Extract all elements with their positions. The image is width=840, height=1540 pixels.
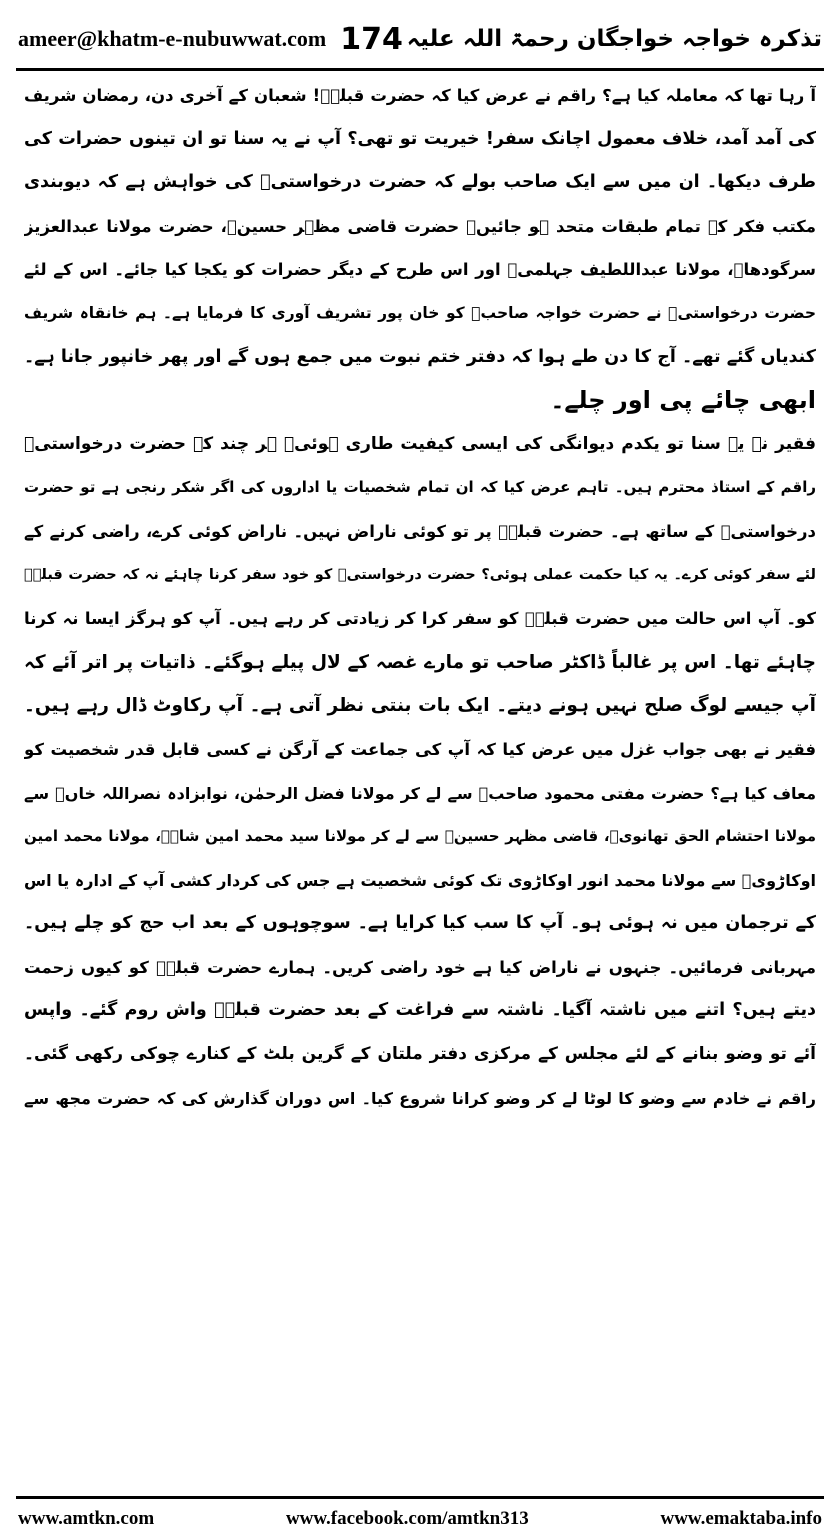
text-line: ابھی چائے پی اور چلے۔ <box>550 386 816 415</box>
page-number: 174 <box>340 21 403 57</box>
footer-link-facebook[interactable]: www.facebook.com/amtkn313 <box>285 1508 529 1529</box>
text-line: چاہئے تھا۔ اس پر غالباً ڈاکٹر صاحب تو مارے غصہ کے لال پیلے ہوگئے۔ ذاتیات پر اتر آئے کہ <box>24 651 816 673</box>
text-line: مکتب فکر کے تمام طبقات متحد ہو جائیں۔ حضرت قاضی مظہر حسینؒ، حضرت مولانا عبدالعزیز <box>24 216 816 236</box>
text-line: کندیاں گئے تھے۔ آج کا دن طے ہوا کہ دفتر ختم نبوت میں جمع ہوں گے اور پھر خانپور جانا ہے۔ <box>24 346 816 367</box>
book-title: تذکرہ خواجہ خواجگان رحمۃ اللہ علیہ <box>406 26 822 52</box>
text-line: اوکاڑویؒ سے مولانا محمد انور اوکاڑوی تک کوئی شخصیت ہے جس کی کردار کشی آپ کے ادارہ یا اس <box>24 870 816 890</box>
page-body <box>24 74 816 1488</box>
text-line: مہربانی فرمائیں۔ جنہوں نے ناراض کیا ہے خود راضی کریں۔ ہمارے حضرت قبلہؒ کو کیوں زحمت <box>24 957 816 977</box>
text-line: درخواستیؒ کے ساتھ ہے۔ حضرت قبلہؒ پر تو کوئی ناراض نہیں۔ ناراض کوئی کرے، راضی کرنے کے <box>24 521 816 541</box>
text-line: فقیر نے بھی جواب غزل میں عرض کیا کہ آپ کی جماعت کے آرگن نے کسی قابل قدر شخصیت کو <box>24 739 816 759</box>
text-line: آپ جیسے لوگ صلح نہیں ہونے دیتے۔ ایک بات بنتی نظر آتی ہے۔ آپ رکاوٹ ڈال رہے ہیں۔ <box>24 695 816 717</box>
header-left <box>18 22 403 57</box>
text-line: کی آمد آمد، خلاف معمول اچانک سفر! خیریت تو تھی؟ آپ نے یہ سنا تو ان تینوں حضرات کی <box>24 128 816 149</box>
text-line: آئے تو وضو بنانے کے لئے مجلس کے مرکزی دفتر ملتان کے گرین بلٹ کے کنارے چوکی رکھی گئی۔ <box>24 1044 816 1065</box>
text-line: مولانا احتشام الحق تھانویؒ، قاضی مظہر حسینؒ سے لے کر مولانا سید محمد امین شاہؒ، مولانا محمد امین <box>24 827 816 846</box>
text-line: دیتے ہیں؟ اتنے میں ناشتہ آگیا۔ ناشتہ سے فراغت کے بعد حضرت قبلہؒ واش روم گئے۔ واپس <box>24 1000 816 1021</box>
text-line: حضرت درخواستیؒ نے حضرت خواجہ صاحبؒ کو خان پور تشریف آوری کا فرمایا ہے۔ ہم خانقاہ شریف <box>24 303 816 322</box>
text-line: کے ترجمان میں نہ ہوئی ہو۔ آپ کا سب کیا کرایا ہے۔ سوچوہوں کے بعد اب حج کو چلے ہیں۔ <box>24 913 816 934</box>
page-footer <box>18 1504 822 1534</box>
footer-divider <box>16 1496 824 1499</box>
text-line: طرف دیکھا۔ ان میں سے ایک صاحب بولے کہ حضرت درخواستیؒ کی خواہش ہے کہ دیوبندی <box>24 172 816 193</box>
text-line: آ رہا تھا کہ معاملہ کیا ہے؟ راقم نے عرض کیا کہ حضرت قبلہؒ! شعبان کے آخری دن، رمضان شریف <box>24 86 816 105</box>
footer-link-emaktaba[interactable]: www.emaktaba.info <box>660 1508 822 1529</box>
text-line: لئے سفر کوئی کرے۔ یہ کیا حکمت عملی ہوئی؟ حضرت درخواستیؒ کو خود سفر کرنا چاہئے نہ کہ حضرت قبلہؒ <box>24 566 816 583</box>
text-line: سرگودھاؒ، مولانا عبداللطیف جہلمیؒ اور اس طرح کے دیگر حضرات کو یکجا کیا جائے۔ اس کے لئے <box>24 260 816 280</box>
text-line: فقیر نے یہ سنا تو یکدم دیوانگی کی ایسی کیفیت طاری ہوئی۔ ہر چند کہ حضرت درخواستیؒ <box>24 433 816 454</box>
footer-link-amtkn[interactable]: www.amtkn.com <box>18 1508 155 1529</box>
text-line: راقم نے خادم سے وضو کا لوٹا لے کر وضو کرانا شروع کیا۔ اس دوران گذارش کی کہ حضرت مجھ سے <box>24 1088 816 1108</box>
header-email[interactable]: ameer@khatm-e-nubuwwat.com <box>18 26 327 51</box>
header-divider <box>16 68 824 71</box>
page-header <box>18 14 822 64</box>
text-line: معاف کیا ہے؟ حضرت مفتی محمود صاحبؒ سے لے کر مولانا فضل الرحمٰن، نوابزادہ نصراللہ خاںؒ سے <box>24 783 816 803</box>
text-line: کو۔ آپ اس حالت میں حضرت قبلہؒ کو سفر کرا کر زیادتی کر رہے ہیں۔ آپ کو ہرگز ایسا نہ کرنا <box>24 609 816 629</box>
text-line: راقم کے استاذ محترم ہیں۔ تاہم عرض کیا کہ ان تمام شخصیات یا اداروں کی اگر شکر رنجی ہے تو حضرت <box>24 478 816 497</box>
